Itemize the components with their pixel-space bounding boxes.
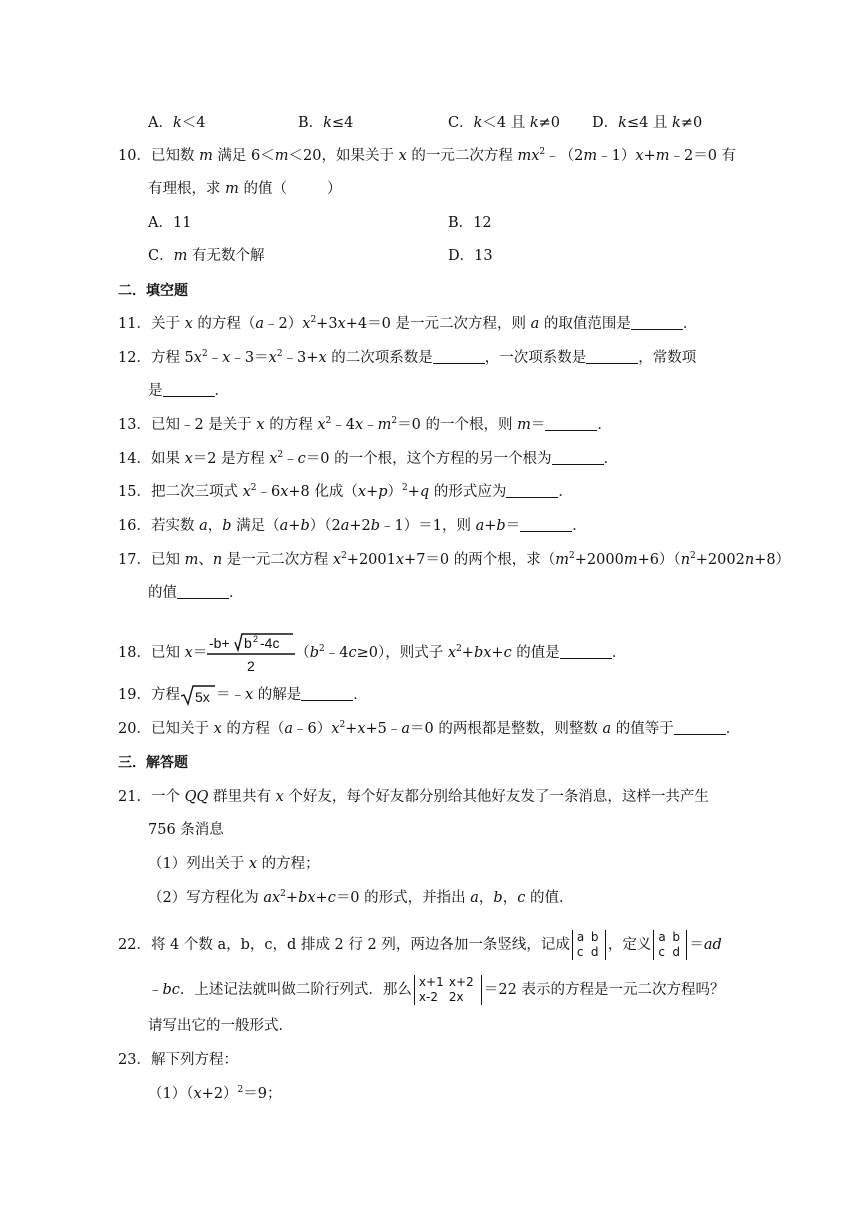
q19-sqrt xyxy=(180,684,216,706)
q10-option-c: C．m 有无数个解 xyxy=(148,248,265,264)
q9-option-c-value: k＜4 且 k≠0 xyxy=(473,115,561,131)
quadratic-root-formula-icon xyxy=(207,632,295,674)
svg-text:2: 2 xyxy=(247,658,256,674)
q22-line2: ﹣bc．上述记法就叫做二阶行列式．那么 x+1 x+2 x-2 2x ＝22 表示的方程是一元二次方程吗？ xyxy=(148,975,725,1004)
q23-line1: 23．解下列方程： xyxy=(118,1052,238,1068)
q9-option-a-value: k＜4 xyxy=(172,115,206,131)
q9-option-a: A．k＜4 xyxy=(148,115,206,131)
q22-determinant-abcd: a b c d xyxy=(572,930,606,960)
q22-line3: 请写出它的一般形式． xyxy=(148,1018,293,1034)
q18-fraction xyxy=(207,632,295,674)
section-fill-in-title: 二．填空题 xyxy=(118,283,188,299)
svg-text:5x: 5x xyxy=(194,689,210,705)
q9-option-b-value: k≤4 xyxy=(323,115,354,131)
section-solve-title: 三．解答题 xyxy=(118,755,188,771)
q21-line2: 756 条消息 xyxy=(148,822,224,838)
q9-option-d: D．k≤4 且 k≠0 xyxy=(592,115,703,131)
q21-line1: 21．一个 QQ 群里共有 x 个好友，每个好友都分别给其他好友发了一条消息，这样一共产生 xyxy=(118,789,709,805)
svg-text:-b+: -b+ xyxy=(209,635,230,651)
q18: 18．已知 x＝ -b+ b 2 -4c 2 $(b^2﹣4c\ge 0)$，则式子 $x^2+bx+c$ 的值是 ． xyxy=(118,634,627,674)
q14: 14．如果 x＝2 是方程 $x^2﹣c=0$ 的一个根，这个方程的另一个根为 ． xyxy=(118,450,619,467)
q17-line1: 17．已知 m、n 是一元二次方程 $x^2+2001x+7=0$ 的两个根，求$(m^2+2000m+6)(n^2+2002n+8)$ xyxy=(118,551,791,568)
q23-sub1: $(1)(x+2)^2=9$； xyxy=(148,1085,282,1102)
q10-line2: 有理根，求 m 的值（ ） xyxy=(148,181,342,197)
q9-option-b: B．k≤4 xyxy=(298,115,354,131)
q20: 20．已知关于 x 的方程$(a﹣6)x^2+x+5﹣a=0$ 的两根都是整数，则整数 a 的值等于 ． xyxy=(118,720,741,737)
q9-option-c: C．k＜4 且 k≠0 xyxy=(448,115,561,131)
q22-line1: 22．将 4 个数 a，b，c，d 排成 2 行 2 列，两边各加一条竖线，记成 a b c d ，定义 a b c d ＝ad xyxy=(118,930,722,959)
q21-sub1: （1）列出关于 x 的方程； xyxy=(148,856,320,872)
q12-line1: 12．方程 $5x^2﹣x﹣3=x^2﹣3+x$ 的二次项系数是 ，一次项系数是 ，常数项 xyxy=(118,349,697,366)
q15: 15．把二次三项式 $x^2﹣6x+8$ 化成$(x+p)^2+q$ 的形式应为 ． xyxy=(118,483,573,500)
q11: 11．关于 x 的方程$(a﹣2)x^2+3x+4=0$ 是一元二次方程，则 a 的取值范围是 ． xyxy=(118,315,698,332)
q10-line1: 10．已知数 m 满足 6＜m＜20，如果关于 x 的一元二次方程 $mx^2﹣(2m﹣1)x+m﹣2=0$ 有 xyxy=(118,147,737,164)
svg-text:b: b xyxy=(244,635,253,651)
q13: 13．已知﹣2 是关于 x 的方程 $x^2﹣4x﹣m^2=0$ 的一个根，则 m＝ ． xyxy=(118,416,612,433)
q21-sub2: （2）写方程化为 $ax^2+bx+c=0$ 的形式，并指出 a，b，c 的值． xyxy=(148,889,574,906)
q19: 19．方程 5x ＝﹣x 的解是 ． xyxy=(118,684,368,706)
q10-option-a: A．11 xyxy=(148,215,192,231)
svg-text:-4c: -4c xyxy=(260,635,280,651)
svg-text:2: 2 xyxy=(253,634,259,644)
sqrt-5x-icon xyxy=(180,684,216,706)
q9-option-d-value: k≤4 且 k≠0 xyxy=(618,115,703,131)
q10-option-d: D．13 xyxy=(448,248,493,264)
q10-option-b: B．12 xyxy=(448,215,492,231)
q16: 16．若实数 a，b 满足（a+b）（2a+2b﹣1）＝1，则 a+b＝ ． xyxy=(118,518,587,534)
q12-line2: 是 ． xyxy=(148,383,229,399)
q17-line2: 的值 ． xyxy=(148,585,244,601)
q22-determinant-x: x+1 x+2 x-2 2x xyxy=(414,975,482,1005)
q22-determinant-abcd-definition: a b c d xyxy=(653,930,687,960)
